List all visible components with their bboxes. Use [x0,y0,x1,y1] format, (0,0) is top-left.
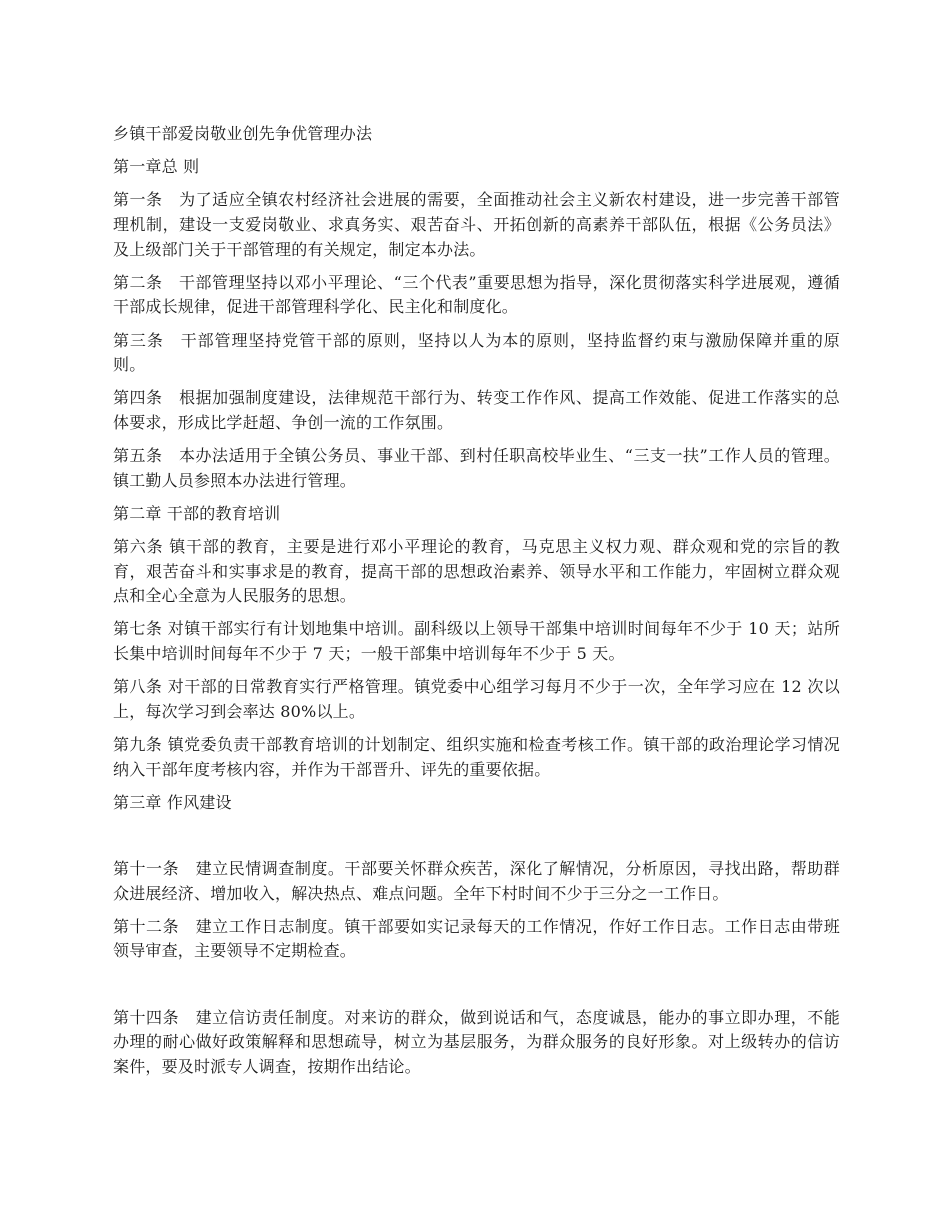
article-12: 第十二条 建立工作日志制度。镇干部要如实记录每天的工作情况，作好工作日志。工作日志由带班领导审查，主要领导不定期检查。 [113,916,840,961]
article-7: 第七条 对镇干部实行有计划地集中培训。副科级以上领导干部集中培训时间每年不少于 10 天；站所长集中培训时间每年不少于 7 天；一般干部集中培训每年不少于 5 天。 [113,619,840,664]
article-1: 第一条 为了适应全镇农村经济社会进展的需要，全面推动社会主义新农村建设，进一步完善干部管理机制，建设一支爱岗敬业、求真务实、艰苦奋斗、开拓创新的高素养干部队伍，根据《公务员法》及上级部门关于干部管理的有关规定，制定本办法。 [113,190,840,259]
article-8: 第八条 对干部的日常教育实行严格管理。镇党委中心组学习每月不少于一次，全年学习应在 12 次以上，每次学习到会率达 80%以上。 [113,677,840,721]
article-3: 第三条 干部管理坚持党管干部的原则，坚持以人为本的原则，坚持监督约束与激励保障并重的原则。 [113,330,840,375]
blank-space [113,973,840,1006]
blank-space [113,824,840,857]
article-6: 第六条 镇干部的教育，主要是进行邓小平理论的教育，马克思主义权力观、群众观和党的宗旨的教育，艰苦奋斗和实事求是的教育，提高干部的思想政治素养、领导水平和工作能力，牢固树立群众观点和全心全意为人民服务的思想。 [113,537,840,606]
document-title: 乡镇干部爱岗敬业创先争优管理办法 [113,124,373,143]
chapter-1-heading: 第一章总 则 [113,157,200,177]
article-4: 第四条 根据加强制度建设，法律规范干部行为、转变工作作风、提高工作效能、促进工作落实的总体要求，形成比学赶超、争创一流的工作氛围。 [113,388,840,432]
chapter-2-heading: 第二章 干部的教育培训 [113,503,281,523]
article-11: 第十一条 建立民情调查制度。干部要关怀群众疾苦，深化了解情况，分析原因，寻找出路，帮助群众进展经济、增加收入，解决热点、难点问题。全年下村时间不少于三分之一工作日。 [113,858,840,903]
chapter-3-heading: 第三章 作风建设 [113,792,232,812]
article-5: 第五条 本办法适用于全镇公务员、事业干部、到村任职高校毕业生、“三支一扶”工作人员的管理。镇工勤人员参照本办法进行管理。 [113,446,840,490]
article-14: 第十四条 建立信访责任制度。对来访的群众，做到说话和气，态度诚恳，能办的事立即办理，不能办理的耐心做好政策解释和思想疏导，树立为基层服务，为群众服务的良好形象。对上级转办的信访案件，要及时派专人调查，按期作出结论。 [113,1007,840,1076]
document-body [113,122,840,1088]
article-9: 第九条 镇党委负责干部教育培训的计划制定、组织实施和检查考核工作。镇干部的政治理论学习情况纳入干部年度考核内容，并作为干部晋升、评先的重要依据。 [113,735,840,779]
article-2: 第二条 干部管理坚持以邓小平理论、“三个代表”重要思想为指导，深化贯彻落实科学进展观，遵循干部成长规律，促进干部管理科学化、民主化和制度化。 [113,272,840,317]
